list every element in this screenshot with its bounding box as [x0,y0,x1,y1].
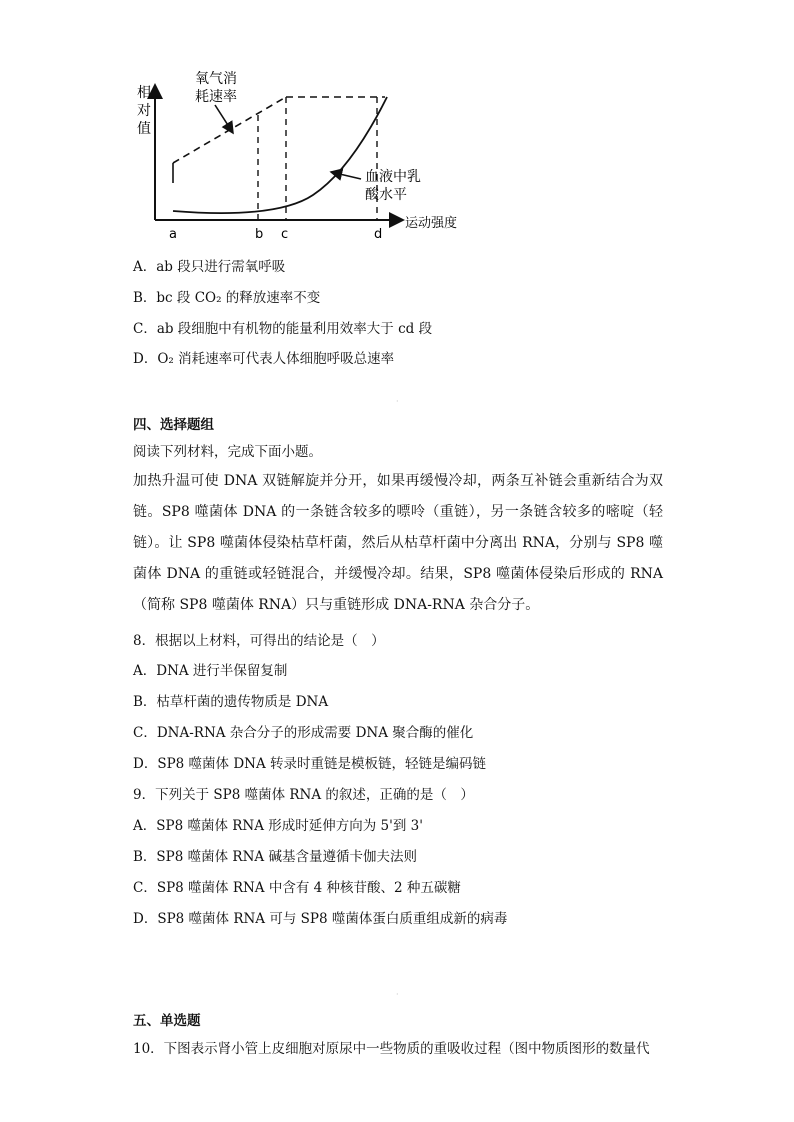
q7-option-a: A．ab 段只进行需氧呼吸 [133,259,286,275]
y-axis-label-2: 对 [137,103,151,119]
q9-option-a: A．SP8 噬菌体 RNA 形成时延伸方向为 5'到 3' [133,818,423,834]
section4-material: 加热升温可使 DNA 双链解旋并分开，如果再缓慢冷却，两条互补链会重新结合为双链。SP8 噬菌体 DNA 的一条链含较多的嘌呤（重链），另一条链含较多的嘧啶（轻链）。让 SP8 噬菌体侵染枯草杆菌，然后从枯草杆菌中分离出 RNA，分别与 SP8 噬菌体 DNA 的重链或轻链混合，并缓慢冷却。结果，SP8 噬菌体侵染后形成的 RNA（简称 SP8 噬菌体 RNA）只与重链形成 DNA-RNA 杂合分子。 [133,473,663,613]
y-axis-label-1: 相 [137,85,151,101]
y-axis-label-3: 值 [137,121,151,137]
q9-option-c: C．SP8 噬菌体 RNA 中含有 4 种核苷酸、2 种五碳糖 [133,880,461,896]
section4-heading: 四、选择题组 [133,417,214,433]
lactate-curve [173,97,387,213]
section5-heading: 五、单选题 [133,1013,201,1029]
tick-a: a [169,227,177,242]
tick-b: b [255,227,264,242]
oxygen-label-1: 氧气消 [195,71,237,87]
page-dot: · [396,990,399,999]
lactate-label-1: 血液中乳 [365,169,421,185]
lactate-label-2: 酸水平 [365,187,407,203]
q8-stem: 8．根据以上材料，可得出的结论是（ ） [133,633,385,649]
q7-option-c: C．ab 段细胞中有机物的能量利用效率大于 cd 段 [133,321,433,337]
q10-stem: 10．下图表示肾小管上皮细胞对原尿中一些物质的重吸收过程（图中物质图形的数量代 [133,1041,650,1057]
q7-option-b: B．bc 段 CO₂ 的释放速率不变 [133,290,321,306]
q8-option-b: B．枯草杆菌的遗传物质是 DNA [133,694,329,710]
q8-option-a: A．DNA 进行半保留复制 [133,663,288,679]
page-dot: · [396,397,399,406]
oxygen-pointer [215,105,233,133]
q9-stem: 9．下列关于 SP8 噬菌体 RNA 的叙述，正确的是（ ） [133,787,474,803]
oxygen-label-2: 耗速率 [195,89,237,105]
q8-option-c: C．DNA-RNA 杂合分子的形成需要 DNA 聚合酶的催化 [133,725,474,741]
q7-option-d: D．O₂ 消耗速率可代表人体细胞呼吸总速率 [133,351,395,367]
q8-option-d: D．SP8 噬菌体 DNA 转录时重链是模板链，轻链是编码链 [133,756,487,772]
q9-option-b: B．SP8 噬菌体 RNA 碱基含量遵循卡伽夫法则 [133,849,417,865]
oxygen-curve [173,97,286,163]
x-axis-label: 运动强度 [405,216,458,231]
q9-option-d: D．SP8 噬菌体 RNA 可与 SP8 噬菌体蛋白质重组成新的病毒 [133,911,508,927]
respiration-graph [133,55,493,245]
section4-intro: 阅读下列材料，完成下面小题。 [133,444,322,460]
tick-d: d [374,227,383,242]
tick-c: c [281,227,289,242]
